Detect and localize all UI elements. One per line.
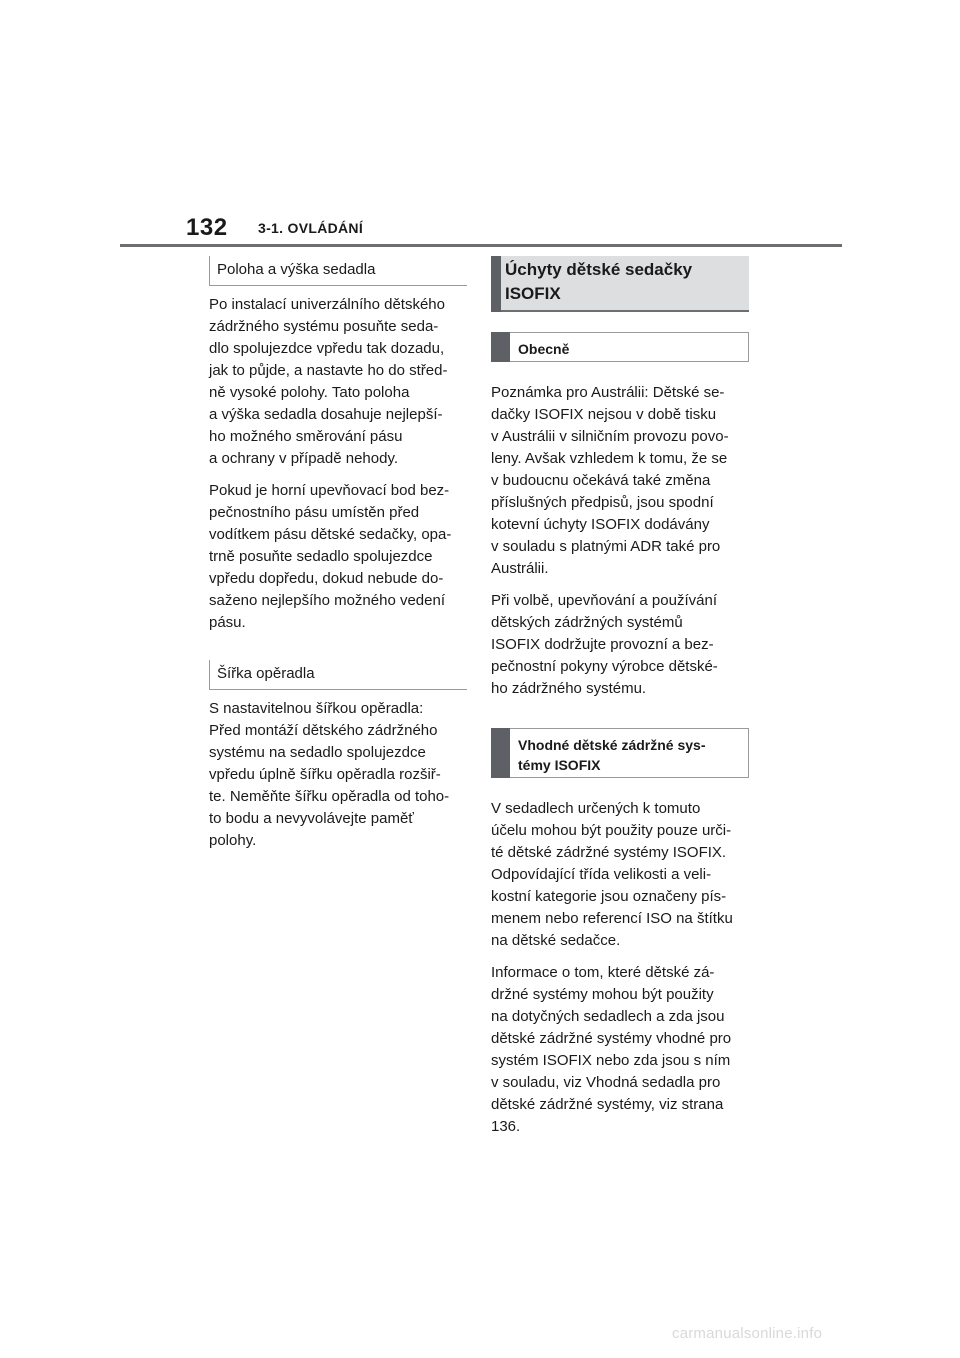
- chapter-title: 3-1. OVLÁDÁNÍ: [258, 220, 364, 236]
- paragraph-upper-anchor: Pokud je horní upevňovací bod bez- pečnostního pásu umístěn před vodítkem pásu dětské sedačky, opa- trně posuňte sedadlo spolujezdce vpředu dopředu, dokud nebude do- saženo nejlepšího možného vedení pásu.: [209, 482, 452, 631]
- paragraph-size-class: V sedadlech určených k tomuto účelu mohou být použity pouze urči- té dětské zádržné systémy ISOFIX. Odpovídající třída velikosti a veli- kostní kategorie jsou označeny pís- menem nebo referencí ISO na štítku na dětské sedačce.: [491, 800, 733, 949]
- left-column: [209, 254, 467, 852]
- paragraph-backrest-width: S nastavitelnou šířkou opěradla: Před montáží dětského zádržného systému na sedadlo spolujezdce vpředu úplně šířku opěradla rozšiř- te. Neměňte šířku opěradla od toho- to bodu a nevyvolávejte paměť polohy.: [209, 700, 450, 849]
- watermark-text: carmanualsonline.info: [672, 1325, 823, 1342]
- paragraph-suitable-seats-reference: Informace o tom, které dětské zá- držné systémy mohou být použity na dotyčných sedadlech a zda jsou dětské zádržné systémy vhodné pro systém ISOFIX nebo zda jsou s ním v souladu, viz Vhodná sedadla pro dětské zádržné systémy, viz strana 136.: [491, 964, 732, 1135]
- section-title-isofix: Úchyty dětské sedačky ISOFIX: [491, 256, 749, 312]
- subheading-backrest-width: Šířka opěradla: [209, 658, 467, 690]
- topic-box-general: Obecně: [491, 332, 749, 362]
- right-column: [491, 256, 749, 1138]
- page-number: 132: [186, 214, 228, 241]
- topic-box-suitable-systems: Vhodné dětské zádržné sys- témy ISOFIX: [491, 728, 749, 778]
- paragraph-manufacturer-instructions: Při volbě, upevňování a používání dětských zádržných systémů ISOFIX dodržujte provozní a bez- pečnostní pokyny výrobce dětské- ho zádržného systému.: [491, 592, 718, 697]
- subheading-seat-position: Poloha a výška sedadla: [209, 254, 467, 286]
- paragraph-australia-note: Poznámka pro Austrálii: Dětské se- dačky ISOFIX nejsou v době tisku v Austrálii v silničním provozu povo- leny. Avšak vzhledem k tomu, že se v budoucnu očekává také změna příslušných předpisů, jsou spodní kotevní úchyty ISOFIX dodávány v souladu s platnými ADR také pro Austrálii.: [491, 384, 729, 577]
- header-rule: [120, 244, 842, 247]
- paragraph-seat-position: Po instalací univerzálního dětského zádržného systému posuňte seda- dlo spolujezdce vpředu tak dozadu, jak to půjde, a nastavte ho do střed- ně vysoké polohy. Tato poloha a výška sedadla dosahuje nejlepší- ho možného směrování pásu a ochrany v případě nehody.: [209, 296, 448, 467]
